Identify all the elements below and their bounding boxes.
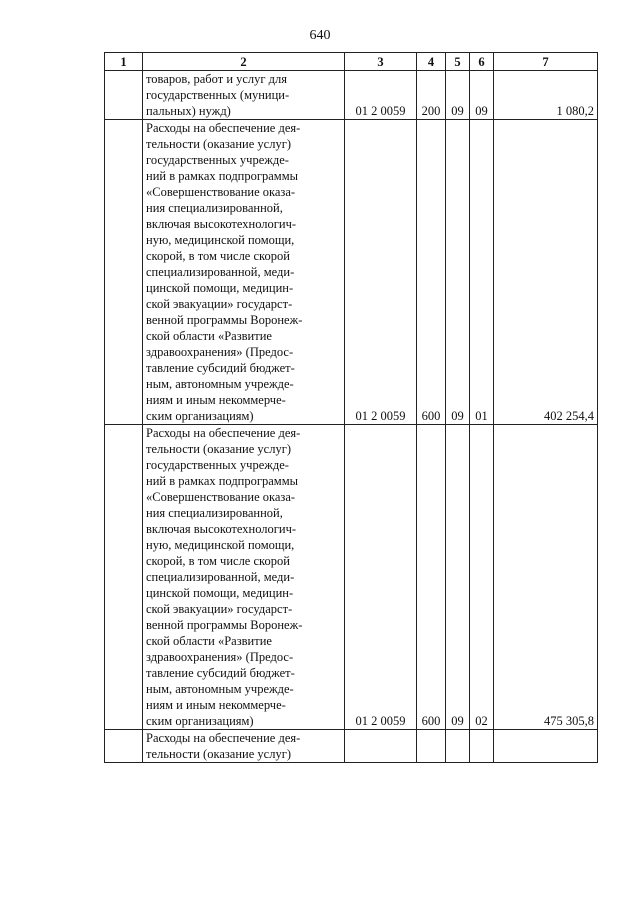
description-line: включая высокотехнологич- — [146, 217, 297, 231]
description-line: «Совершенствование оказа- — [146, 490, 296, 504]
row-expense-type: 200 — [417, 71, 446, 120]
description-line: тельности (оказание услуг) — [146, 137, 291, 151]
row-description — [143, 71, 345, 120]
description-line: цинской помощи, медицин- — [146, 281, 294, 295]
table-row — [105, 730, 598, 763]
table-header — [105, 53, 598, 71]
description-line: венной программы Воронеж- — [146, 618, 303, 632]
description-line: тавление субсидий бюджет- — [146, 361, 295, 375]
row-amount: 1 080,2 — [494, 71, 598, 120]
row-amount: 475 305,8 — [494, 425, 598, 730]
description-line: ской области «Развитие — [146, 634, 272, 648]
description-line: специализированной, меди- — [146, 570, 295, 584]
description-line: государственных (муници- — [146, 88, 290, 102]
description-line: венной программы Воронеж- — [146, 313, 303, 327]
description-line: тельности (оказание услуг) — [146, 442, 291, 456]
row-expense-type — [417, 730, 446, 763]
row-section: 09 — [446, 71, 470, 120]
row-target-code: 01 2 0059 — [345, 120, 417, 425]
table-row — [105, 120, 598, 425]
description-line: Расходы на обеспечение дея- — [146, 731, 301, 745]
header-col-3: 3 — [345, 53, 417, 71]
description-line: тавление субсидий бюджет- — [146, 666, 295, 680]
row-subsection: 02 — [470, 425, 494, 730]
description-line: здравоохранения» (Предос- — [146, 345, 294, 359]
header-col-5: 5 — [446, 53, 470, 71]
table-body — [105, 71, 598, 763]
row-target-code: 01 2 0059 — [345, 425, 417, 730]
description-line: государственных учрежде- — [146, 153, 289, 167]
description-line: ским организациям) — [146, 714, 254, 728]
row-amount: 402 254,4 — [494, 120, 598, 425]
row-subsection — [470, 730, 494, 763]
row-target-code: 01 2 0059 — [345, 71, 417, 120]
description-line: ской эвакуации» государст- — [146, 602, 293, 616]
description-line: ния специализированной, — [146, 506, 283, 520]
table-row — [105, 71, 598, 120]
description-line: ской области «Развитие — [146, 329, 272, 343]
description-line: ния специализированной, — [146, 201, 283, 215]
row-subsection: 09 — [470, 71, 494, 120]
description-line: тельности (оказание услуг) — [146, 747, 291, 761]
row-description — [143, 730, 345, 763]
header-col-7: 7 — [494, 53, 598, 71]
description-line: скорой, в том числе скорой — [146, 249, 290, 263]
description-line: ний в рамках подпрограммы — [146, 474, 299, 488]
row-expense-type: 600 — [417, 120, 446, 425]
description-line: ской эвакуации» государст- — [146, 297, 293, 311]
description-line: Расходы на обеспечение дея- — [146, 426, 301, 440]
description-line: ниям и иным некоммерче- — [146, 393, 286, 407]
row-target-code — [345, 730, 417, 763]
header-col-4: 4 — [417, 53, 446, 71]
description-line: цинской помощи, медицин- — [146, 586, 294, 600]
description-line: ний в рамках подпрограммы — [146, 169, 299, 183]
description-line: ниям и иным некоммерче- — [146, 698, 286, 712]
description-line: «Совершенствование оказа- — [146, 185, 296, 199]
row-description — [143, 425, 345, 730]
description-line: ным, автономным учрежде- — [146, 377, 294, 391]
budget-table — [104, 52, 598, 763]
description-line: ную, медицинской помощи, — [146, 233, 295, 247]
description-line: ским организациям) — [146, 409, 254, 423]
description-line: Расходы на обеспечение дея- — [146, 121, 301, 135]
row-index-cell — [105, 730, 143, 763]
row-description — [143, 120, 345, 425]
header-col-6: 6 — [470, 53, 494, 71]
row-amount — [494, 730, 598, 763]
row-section: 09 — [446, 120, 470, 425]
description-line: ным, автономным учрежде- — [146, 682, 294, 696]
row-index-cell — [105, 71, 143, 120]
description-line: скорой, в том числе скорой — [146, 554, 290, 568]
page-number: 640 — [309, 28, 331, 43]
description-line: товаров, работ и услуг для — [146, 72, 288, 86]
description-line: пальных) нужд) — [146, 104, 231, 118]
header-col-2: 2 — [143, 53, 345, 71]
description-line: ную, медицинской помощи, — [146, 538, 295, 552]
row-index-cell — [105, 425, 143, 730]
row-subsection: 01 — [470, 120, 494, 425]
description-line: включая высокотехнологич- — [146, 522, 297, 536]
table-row — [105, 425, 598, 730]
row-section — [446, 730, 470, 763]
header-row — [105, 53, 598, 71]
header-col-1: 1 — [105, 53, 143, 71]
row-index-cell — [105, 120, 143, 425]
description-line: здравоохранения» (Предос- — [146, 650, 294, 664]
row-section: 09 — [446, 425, 470, 730]
description-line: специализированной, меди- — [146, 265, 295, 279]
row-expense-type: 600 — [417, 425, 446, 730]
description-line: государственных учрежде- — [146, 458, 289, 472]
